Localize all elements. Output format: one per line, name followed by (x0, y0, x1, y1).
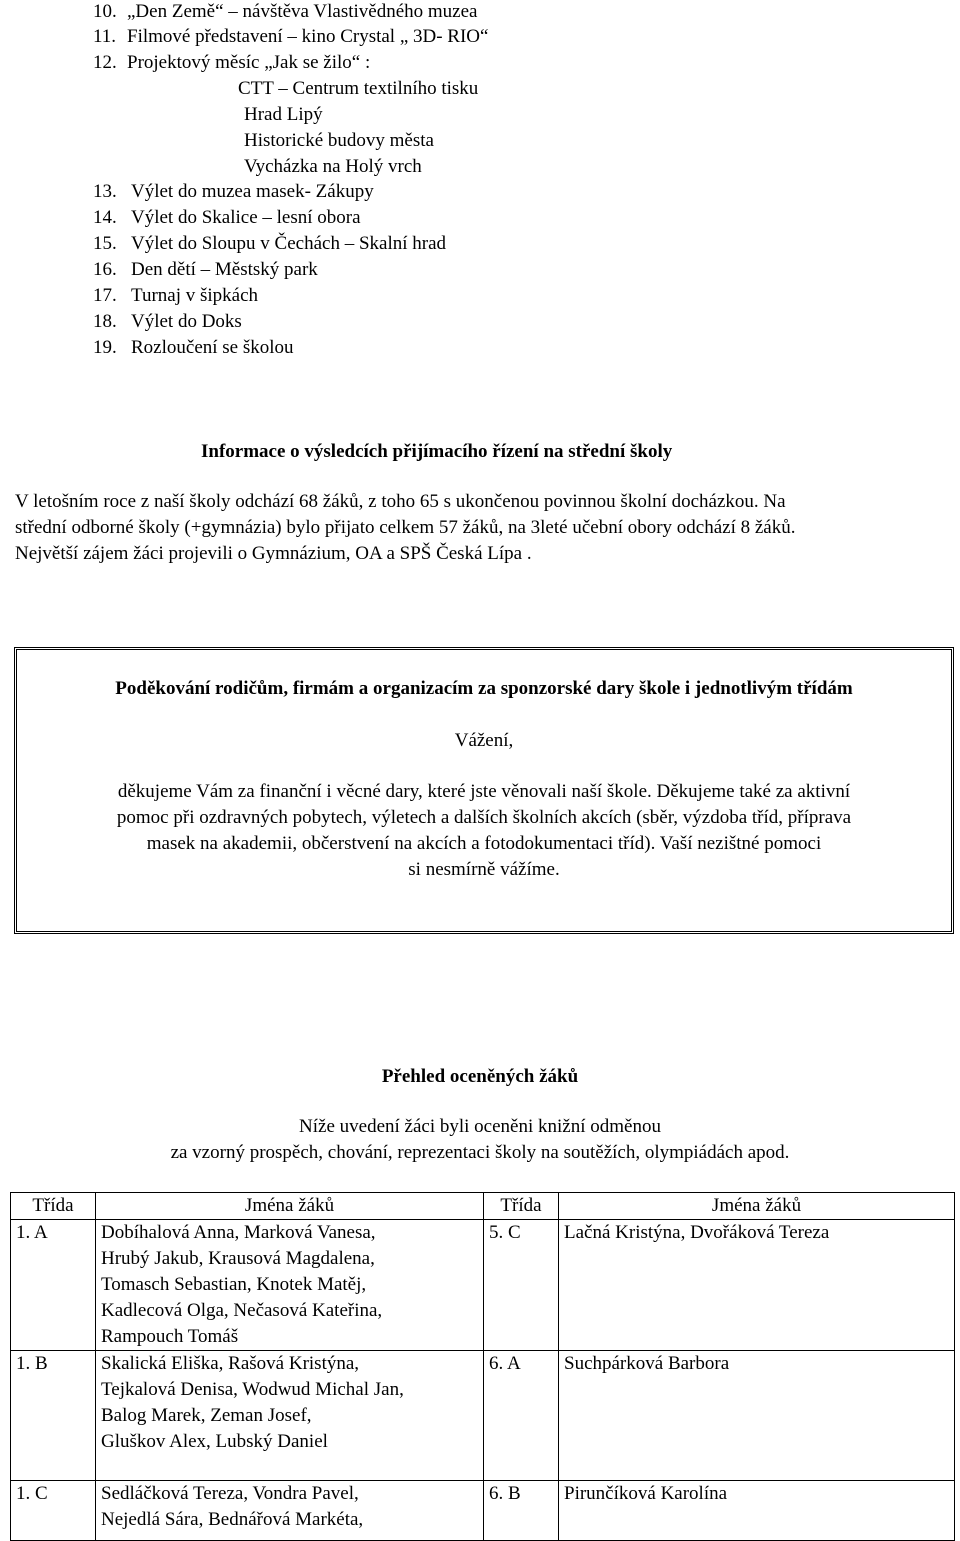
header-class-1: Třída (11, 1193, 96, 1220)
admissions-heading: Informace o výsledcích přijímacího řízení na střední školy (201, 441, 673, 462)
awards-subtitle-1: Níže uvedení žáci byli oceněni knižní odměnou (299, 1116, 661, 1137)
student-names-line: Pirunčíková Karolína (564, 1483, 728, 1504)
thanks-line-2: pomoc při ozdravných pobytech, výletech a dalších školních akcích (sběr, výzdoba tříd, příprava (116, 807, 852, 828)
header-names-2: Jména žáků (559, 1193, 955, 1220)
names-cell (96, 1351, 484, 1481)
student-names-line: Gluškov Alex, Lubský Daniel (101, 1431, 328, 1452)
class-cell: 1. A (11, 1220, 96, 1351)
names-cell (559, 1351, 955, 1481)
admissions-line-3: Největší zájem žáci projevili o Gymnázium, OA a SPŠ Česká Lípa . (15, 543, 532, 564)
event-subitem: Historické budovy města (244, 130, 434, 151)
student-names-line: Sedláčková Tereza, Vondra Pavel, (101, 1483, 359, 1504)
thanks-line-4: si nesmírně vážíme. (408, 859, 560, 880)
table-row (11, 1351, 955, 1481)
table-header-row (11, 1193, 955, 1220)
names-cell (559, 1481, 955, 1541)
names-cell (96, 1220, 484, 1351)
event-subitem: Vycházka na Holý vrch (244, 156, 422, 177)
admissions-line-2: střední odborné školy (+gymnázia) bylo přijato celkem 57 žáků, na 3leté učební obory odchází 8 žáků. (15, 517, 796, 538)
student-names-line: Tejkalová Denisa, Wodwud Michal Jan, (101, 1379, 404, 1400)
student-names-line: Nejedlá Sára, Bednářová Markéta, (101, 1509, 364, 1530)
student-names-line: Dobíhalová Anna, Marková Vanesa, (101, 1222, 376, 1243)
class-cell: 1. C (11, 1481, 96, 1541)
header-names-1: Jména žáků (96, 1193, 484, 1220)
event-subitem: Hrad Lipý (244, 104, 323, 125)
student-names-line: Balog Marek, Zeman Josef, (101, 1405, 312, 1426)
table-row (11, 1220, 955, 1351)
student-names-line: Rampouch Tomáš (101, 1326, 239, 1347)
table-row (11, 1481, 955, 1541)
class-cell: 6. A (484, 1351, 559, 1481)
student-names-line: Suchpárková Barbora (564, 1353, 730, 1374)
student-names-line: Tomasch Sebastian, Knotek Matěj, (101, 1274, 367, 1295)
names-cell (559, 1220, 955, 1351)
event-subitem: CTT – Centrum textilního tisku (238, 78, 479, 99)
thanks-line-1: děkujeme Vám za finanční i věcné dary, které jste věnovali naší škole. Děkujeme také za aktivní (117, 781, 851, 802)
awards-subtitle-2: za vzorný prospěch, chování, reprezentaci školy na soutěžích, olympiádách apod. (170, 1142, 790, 1163)
header-class-2: Třída (484, 1193, 559, 1220)
class-cell: 1. B (11, 1351, 96, 1481)
awards-heading: Přehled oceněných žáků (381, 1066, 579, 1087)
student-names-line: Kadlecová Olga, Nečasová Kateřina, (101, 1300, 383, 1321)
class-cell: 5. C (484, 1220, 559, 1351)
student-names-line: Lačná Kristýna, Dvořáková Tereza (564, 1222, 830, 1243)
student-names-line: Hrubý Jakub, Krausová Magdalena, (101, 1248, 375, 1269)
class-cell: 6. B (484, 1481, 559, 1541)
admissions-line-1: V letošním roce z naší školy odchází 68 žáků, z toho 65 s ukončenou povinnou školní docházkou. Na (15, 491, 786, 512)
thanks-heading: Poděkování rodičům, firmám a organizacím za sponzorské dary škole i jednotlivým třídám (115, 678, 853, 699)
student-names-line: Skalická Eliška, Rašová Kristýna, (101, 1353, 360, 1374)
names-cell (96, 1481, 484, 1541)
thanks-greeting: Vážení, (454, 730, 514, 751)
awards-table (10, 1192, 955, 1541)
thanks-line-3: masek na akademii, občerstvení na akcích a fotodokumentaci tříd). Vaší nezištné pomoci (146, 833, 822, 854)
